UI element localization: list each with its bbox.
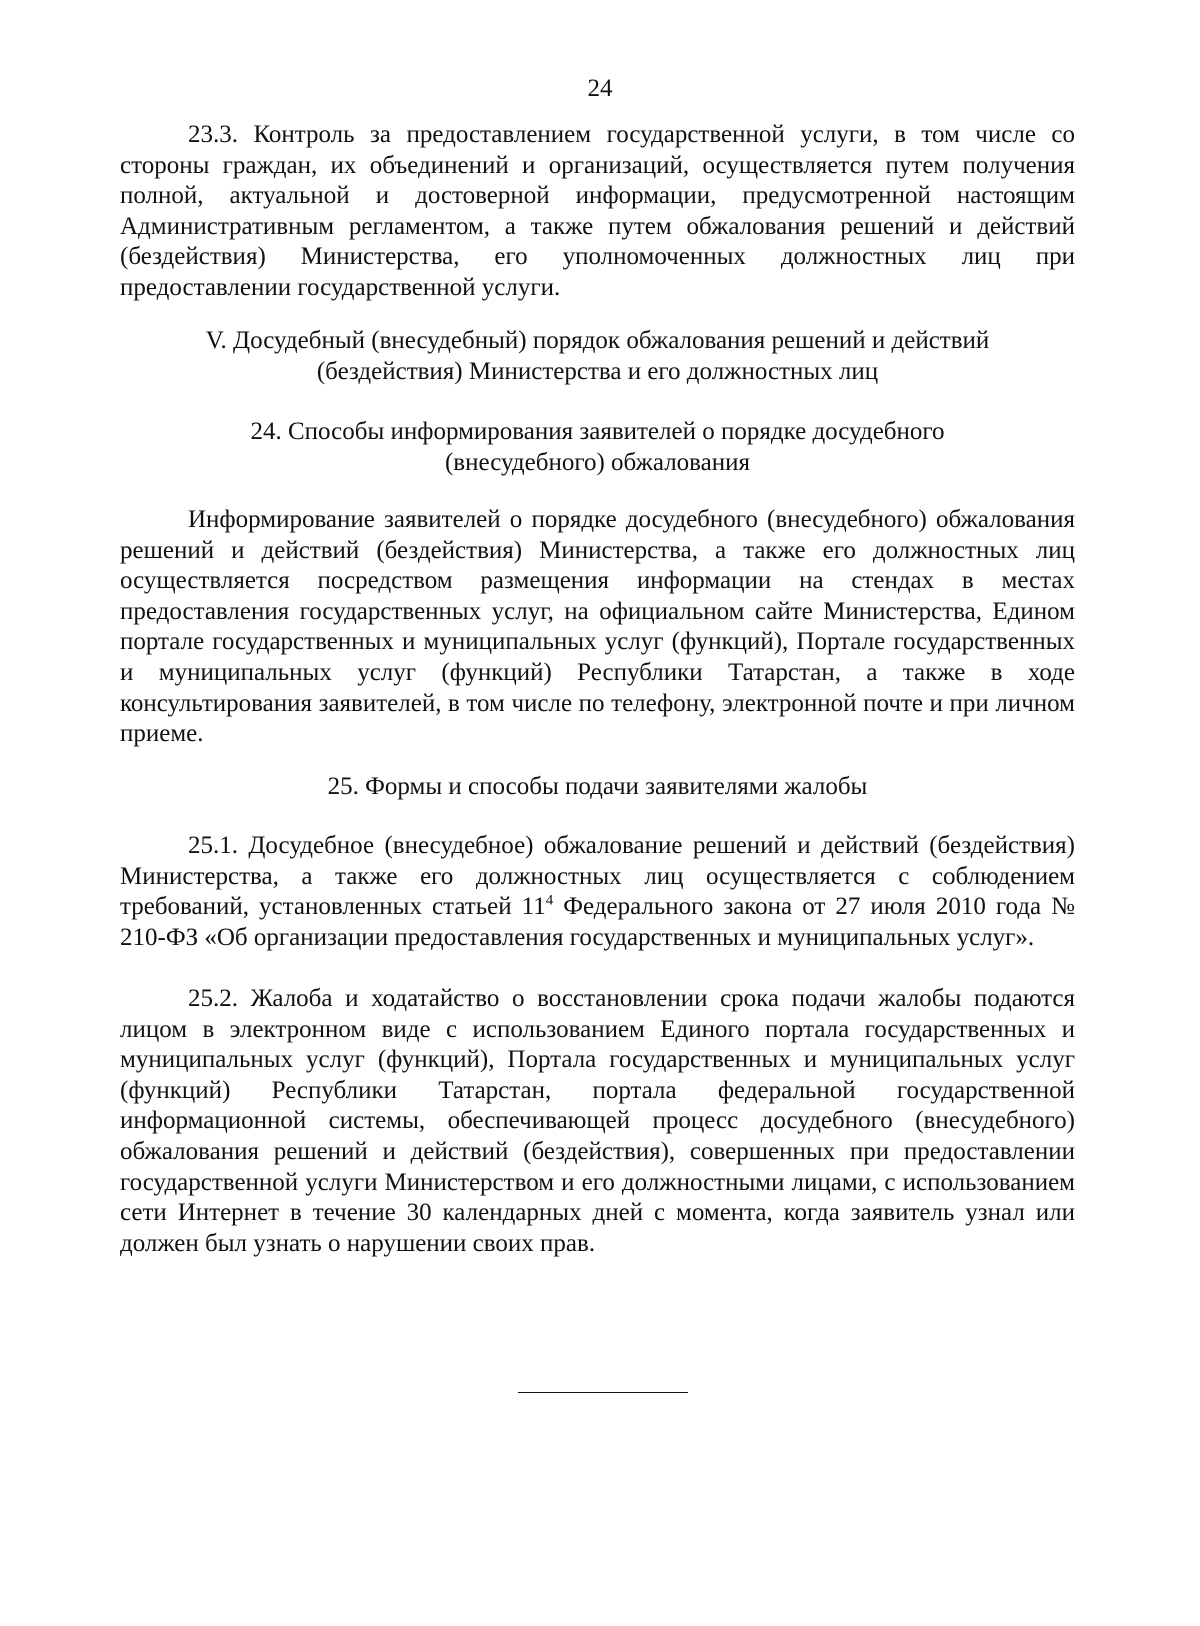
page-number: 24 xyxy=(587,75,613,102)
paragraph-25-1-text-end: Федерального закона от 27 июля 2010 года № 210-ФЗ «Об организации предоставления государственных и муниципальных услуг». xyxy=(120,893,1075,951)
section-v-heading-line-1: V. Досудебный (внесудебный) порядок обжалования решений и действий xyxy=(205,327,990,354)
article-superscript: 4 xyxy=(545,892,554,909)
paragraph-24: Информирование заявителей о порядке досудебного (внесудебного) обжалования решений и действий (бездействия) Министерства, а также его должностных лиц осуществляется посредством размещения информации на стендах в местах предоставления государственных услуг, на официальном сайте Министерства, Едином портале государственных и муниципальных услуг (функций), Портале государственных и муниципальных услуг (функций) Республики Татарстан, а также в ходе консультирования заявителей, в том числе по телефону, электронной почте и при личном приеме. xyxy=(120,506,1075,748)
heading-24 xyxy=(120,417,1075,478)
paragraph-23-3: 23.3. Контроль за предоставлением государственной услуги, в том числе со стороны граждан, их объединений и организаций, осуществляется путем получения полной, актуальной и достоверной информации, предусмотренной настоящим Административным регламентом, а также путем обжалования решений и действий (бездействия) Министерства, его уполномоченных должностных лиц при предоставлении государственной услуги. xyxy=(120,121,1075,301)
heading-24-line-2: (внесудебного) обжалования xyxy=(444,448,751,476)
heading-25: 25. Формы и способы подачи заявителями жалобы xyxy=(327,773,868,800)
paragraph-25-2: 25.2. Жалоба и ходатайство о восстановлении срока подачи жалобы подаются лицом в электронном виде с использованием Единого портала государственных и муниципальных услуг (функций), Портала государственных и муниципальных услуг (функций) Республики Татарстан, портала федеральной государственной информационной системы, обеспечивающей процесс досудебного (внесудебного) обжалования решений и действий (бездействия), совершенных при предоставлении государственной услуги Министерством и его должностными лицами, с использованием сети Интернет в течение 30 календарных дней с момента, когда заявитель узнал или должен был узнать о нарушении своих прав. xyxy=(120,985,1075,1257)
heading-24-line-1: 24. Способы информирования заявителей о порядке досудебного xyxy=(250,418,945,445)
section-v-heading-line-2: (бездействия) Министерства и его должностных лиц xyxy=(316,357,879,385)
closing-rule xyxy=(518,1392,688,1393)
paragraph-25-1-text-start: 25.1. Досудебное (внесудебное) обжалование решений и действий (бездействия) Министерства, а также его должностных лиц осуществляется с соблюдением требований, установленных статьей 11 xyxy=(120,832,1075,921)
paragraph-25-1 xyxy=(120,831,1075,953)
section-v-heading xyxy=(120,326,1075,387)
